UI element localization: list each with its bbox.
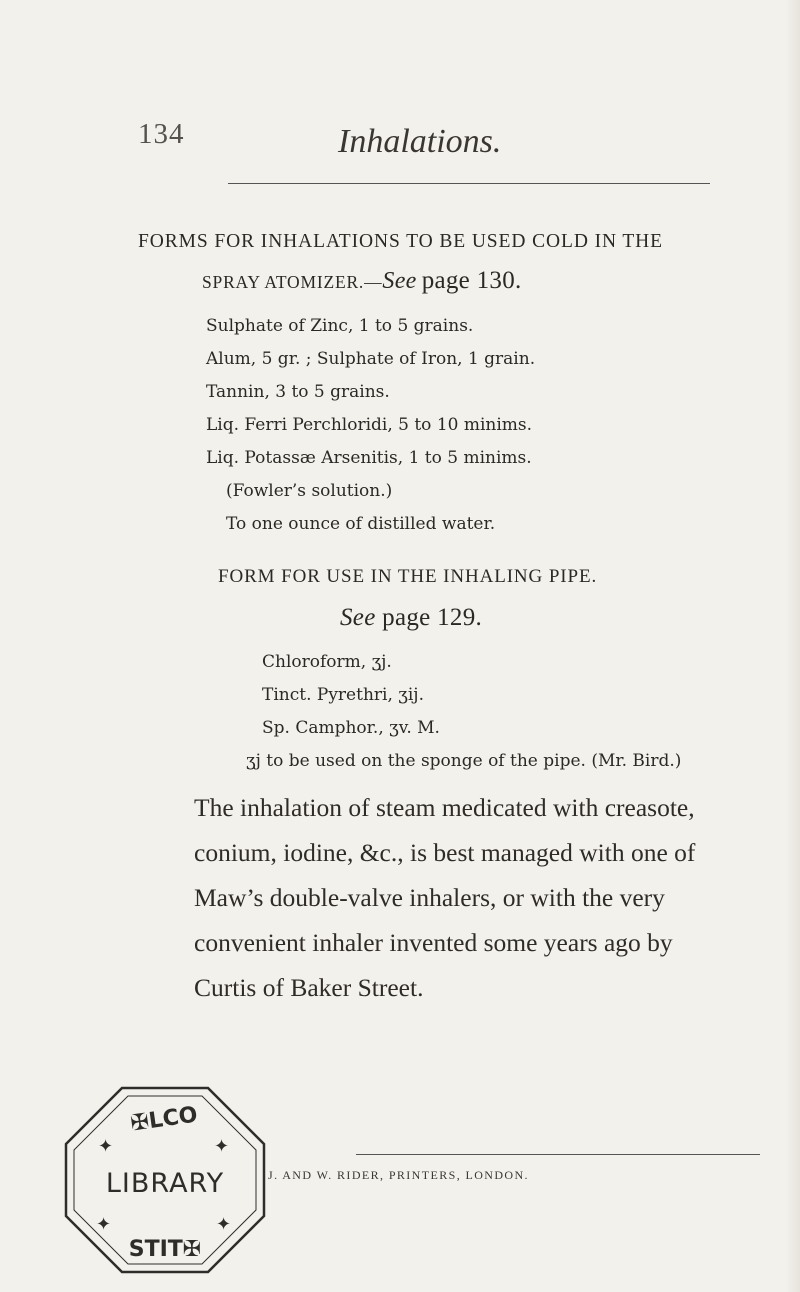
svg-text:✦: ✦ bbox=[96, 1214, 112, 1235]
formula-item: ʒj to be used on the sponge of the pipe. (Mr. Bird.) bbox=[246, 751, 682, 771]
formula-item: Alum, 5 gr. ; Sulphate of Iron, 1 grain. bbox=[206, 349, 536, 369]
formula-item: To one ounce of distilled water. bbox=[226, 514, 496, 534]
paragraph-line: Curtis of Baker Street. bbox=[194, 973, 424, 1002]
formula-item: Liq. Ferri Perchloridi, 5 to 10 minims. bbox=[206, 415, 533, 435]
section1-heading-line2 bbox=[202, 267, 522, 295]
section2-see: See bbox=[340, 604, 376, 631]
svg-text:✦: ✦ bbox=[216, 1214, 232, 1235]
printer-imprint: J. AND W. RIDER, PRINTERS, LONDON. bbox=[268, 1168, 529, 1182]
paragraph-line: The inhalation of steam medicated with creasote, bbox=[194, 793, 695, 822]
formula-item: Tinct. Pyrethri, ʒij. bbox=[262, 685, 424, 705]
formula-item: Chloroform, ʒj. bbox=[262, 652, 392, 672]
section1-heading-caps: SPRAY ATOMIZER.— bbox=[202, 272, 383, 292]
imprint-rule bbox=[356, 1154, 760, 1155]
library-stamp bbox=[60, 1080, 270, 1280]
section1-page-ref: page 130. bbox=[421, 267, 522, 294]
body-paragraph bbox=[194, 785, 734, 1010]
section2-page-ref: page 129. bbox=[382, 604, 483, 631]
section2-heading: FORM FOR USE IN THE INHALING PIPE. bbox=[218, 566, 598, 587]
running-title: Inhalations. bbox=[338, 123, 502, 160]
formula-item: Sp. Camphor., ʒv. M. bbox=[262, 718, 440, 738]
section1-see: See bbox=[382, 268, 417, 294]
header-rule bbox=[228, 183, 710, 184]
stamp-text: LIBRARY bbox=[105, 1168, 225, 1199]
section1-heading-line1: FORMS FOR INHALATIONS TO BE USED COLD IN THE bbox=[138, 231, 663, 252]
paragraph-line: conium, iodine, &c., is best managed with one of bbox=[194, 838, 696, 867]
formula-item: (Fowler’s solution.) bbox=[226, 481, 393, 501]
formula-item: Sulphate of Zinc, 1 to 5 grains. bbox=[206, 316, 474, 336]
paragraph-line: Maw’s double-valve inhalers, or with the very bbox=[194, 883, 665, 912]
page-number: 134 bbox=[138, 118, 185, 150]
svg-text:STIT✠: STIT✠ bbox=[128, 1237, 202, 1262]
svg-text:✠LCO: ✠LCO bbox=[129, 1102, 200, 1137]
formula-item: Liq. Potassæ Arsenitis, 1 to 5 minims. bbox=[206, 448, 532, 468]
paragraph-line: convenient inhaler invented some years ago by bbox=[194, 928, 673, 957]
svg-text:✦: ✦ bbox=[98, 1136, 114, 1157]
svg-text:✦: ✦ bbox=[214, 1136, 230, 1157]
section2-page-line bbox=[340, 604, 482, 632]
page-edge bbox=[786, 0, 800, 1292]
formula-item: Tannin, 3 to 5 grains. bbox=[206, 382, 390, 402]
